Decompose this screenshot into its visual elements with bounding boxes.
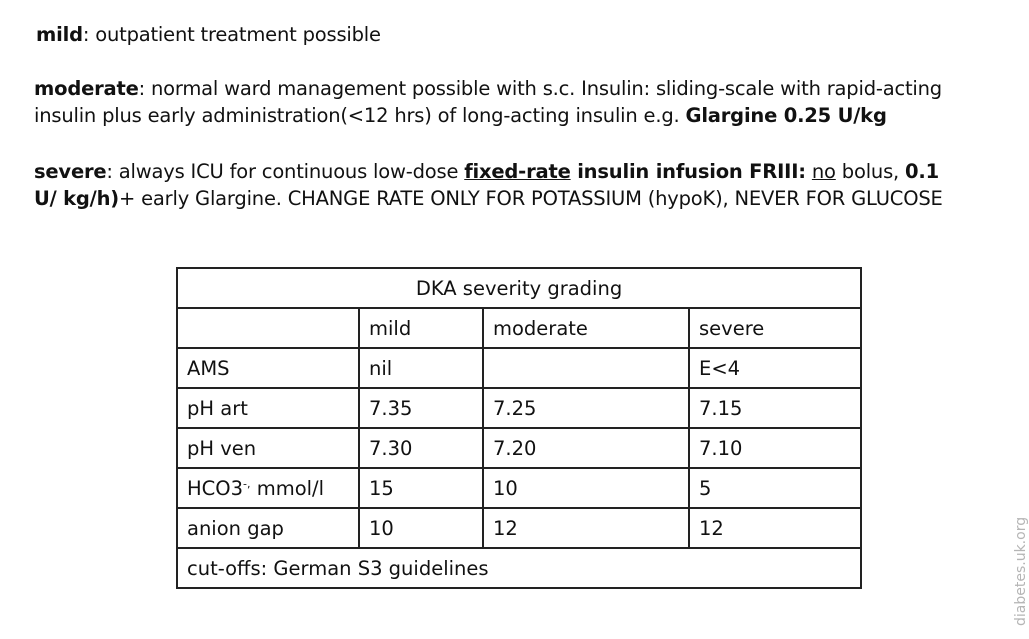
- table-cell: 10: [483, 468, 689, 508]
- table-footer: cut-offs: German S3 guidelines: [177, 548, 861, 588]
- header-cell: severe: [689, 308, 861, 348]
- severe-infusion: insulin infusion FRIII:: [570, 160, 806, 183]
- row-label: pH ven: [177, 428, 359, 468]
- severe-fixed-rate: fixed-rate: [464, 160, 571, 183]
- watermark: diabetes.uk.org: [1013, 516, 1029, 626]
- severe-text-3: + early Glargine. CHANGE RATE ONLY FOR POTASSIUM (hypoK), NEVER FOR GLUCOSE: [119, 187, 943, 210]
- table-header-row: [177, 308, 861, 348]
- severe-rate: 0.1 U/ kg/h): [34, 160, 939, 210]
- row-label: AMS: [177, 348, 359, 388]
- row-label: anion gap: [177, 508, 359, 548]
- table-cell: 10: [359, 508, 483, 548]
- table-cell: 12: [689, 508, 861, 548]
- severe-text-1: : always ICU for continuous low-dose: [106, 160, 465, 183]
- table-cell: 7.20: [483, 428, 689, 468]
- table-cell: 7.30: [359, 428, 483, 468]
- severe-no: no: [811, 160, 836, 183]
- table-title: DKA severity grading: [177, 268, 861, 308]
- table-cell: 12: [483, 508, 689, 548]
- severe-text-2: bolus,: [835, 160, 906, 183]
- table-cell: 7.35: [359, 388, 483, 428]
- table-cell: [483, 348, 689, 388]
- mild-term: mild: [36, 23, 83, 46]
- table-row: [177, 508, 861, 548]
- table-cell: 5: [689, 468, 861, 508]
- table-row: [177, 348, 861, 388]
- table-cell: 7.15: [689, 388, 861, 428]
- table-footer-row: [177, 548, 861, 588]
- table-cell: 15: [359, 468, 483, 508]
- table-cell: nil: [359, 348, 483, 388]
- row-label-unit: mmol/l: [250, 476, 325, 500]
- dka-severity-table: [176, 267, 862, 589]
- row-label-sup: -,: [243, 477, 251, 490]
- severe-term: severe: [34, 160, 107, 183]
- table-row: [177, 428, 861, 468]
- header-cell: mild: [359, 308, 483, 348]
- table-cell: 7.10: [689, 428, 861, 468]
- table-title-row: [177, 268, 861, 308]
- severe-paragraph: [34, 158, 962, 212]
- mild-text: : outpatient treatment possible: [82, 23, 381, 46]
- table-cell: 7.25: [483, 388, 689, 428]
- moderate-dose: Glargine 0.25 U/kg: [685, 104, 887, 127]
- header-cell: [177, 308, 359, 348]
- moderate-term: moderate: [34, 77, 139, 100]
- moderate-text: : normal ward management possible with s.c. Insulin: sliding-scale with rapid-acting insulin plus early administration(<12 hrs) of long-acting insulin e.g.: [34, 77, 942, 127]
- mild-paragraph: [36, 21, 962, 48]
- row-label: [177, 468, 359, 508]
- row-label: pH art: [177, 388, 359, 428]
- header-cell: moderate: [483, 308, 689, 348]
- table-row: [177, 388, 861, 428]
- table-row: [177, 468, 861, 508]
- moderate-paragraph: [34, 75, 962, 129]
- row-label-main: HCO3: [187, 476, 244, 500]
- table-cell: E<4: [689, 348, 861, 388]
